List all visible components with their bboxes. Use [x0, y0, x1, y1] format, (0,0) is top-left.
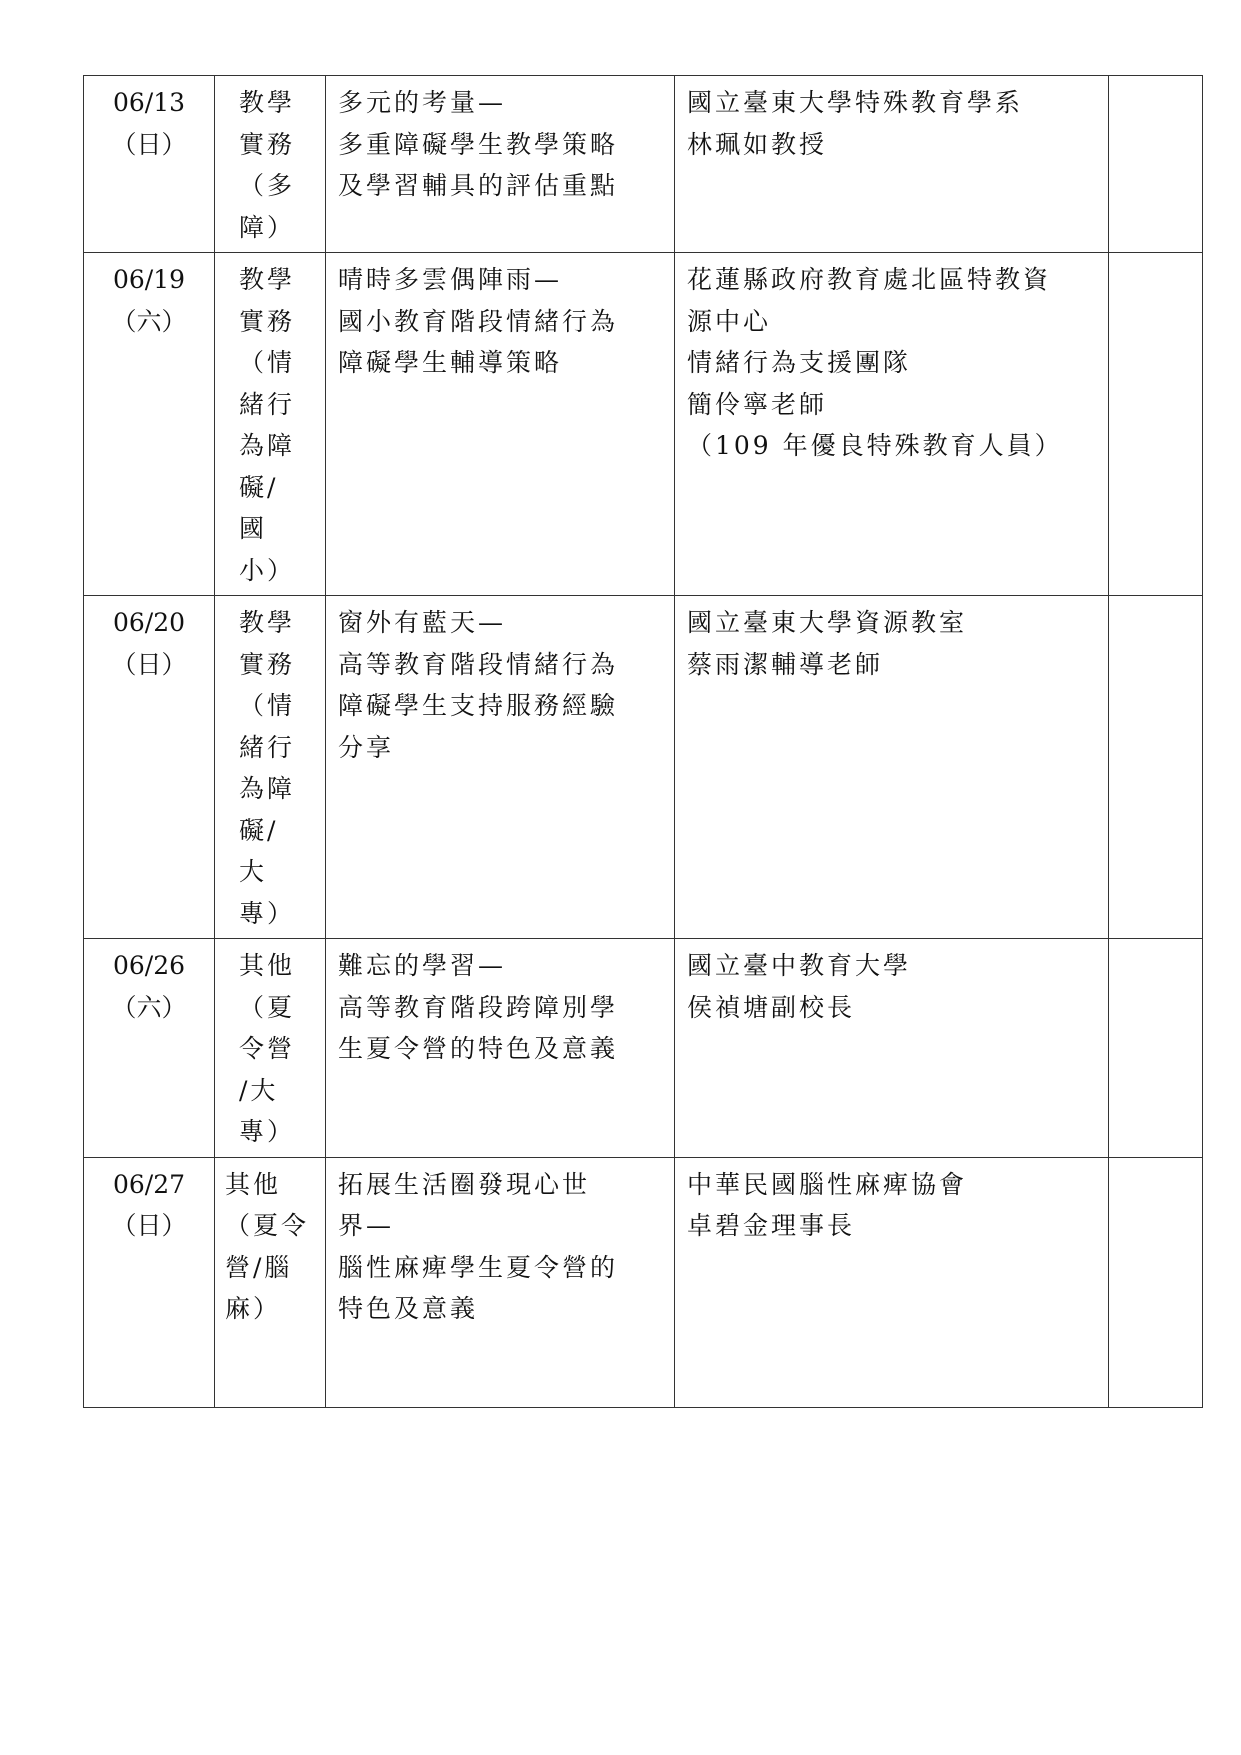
speaker-line: 侯禎塘副校長 [687, 992, 856, 1022]
category-cell [215, 253, 326, 596]
topic-line: 拓展生活圈發現心世 [338, 1169, 591, 1199]
speaker-cell [675, 76, 1109, 253]
category-line: 礙/ [239, 815, 279, 845]
date-cell [84, 596, 215, 939]
category-cell [215, 939, 326, 1158]
speaker-cell [675, 596, 1109, 939]
speaker-cell [675, 1157, 1109, 1407]
category-line: 麻） [225, 1294, 282, 1323]
topic-line: 難忘的學習— [338, 951, 507, 980]
category-cell [215, 596, 326, 939]
speaker-line: 簡伶寧老師 [687, 389, 828, 419]
category-line: 國 [239, 514, 268, 543]
speaker-line: 蔡雨潔輔導老師 [687, 649, 884, 679]
topic-line: 特色及意義 [338, 1294, 479, 1323]
date-cell [84, 1157, 215, 1407]
speaker-line: 國立臺中教育大學 [687, 951, 912, 980]
category-line: 專） [239, 1117, 296, 1146]
category-line: 教學 [239, 265, 296, 294]
topic-cell [326, 253, 675, 596]
category-line: 實務 [239, 649, 296, 679]
category-line: 緒行 [239, 389, 296, 419]
category-line: 大 [239, 857, 268, 886]
table-row [84, 253, 1203, 596]
note-cell [1109, 939, 1203, 1158]
topic-line: 窗外有藍天— [338, 608, 507, 637]
category-line: 教學 [239, 608, 296, 637]
speaker-line: 林珮如教授 [687, 129, 828, 159]
category-line: 其他 [239, 951, 296, 980]
category-line: 實務 [239, 306, 296, 336]
date-text: 06/20 [112, 608, 186, 637]
speaker-cell [675, 939, 1109, 1158]
category-line: 礙/ [239, 472, 279, 502]
topic-line: 分享 [338, 732, 395, 762]
weekday-text: （六） [111, 306, 187, 336]
weekday-text: （日） [111, 649, 187, 679]
topic-line: 多重障礙學生教學策略 [338, 129, 619, 159]
category-line: /大 [239, 1075, 279, 1105]
note-cell [1109, 596, 1203, 939]
speaker-line: 卓碧金理事長 [687, 1211, 856, 1240]
category-line: 令營 [239, 1034, 296, 1063]
category-line: （情 [239, 348, 296, 377]
weekday-text: （日） [111, 129, 187, 159]
date-text: 06/26 [112, 951, 186, 980]
speaker-cell [675, 253, 1109, 596]
date-cell [84, 76, 215, 253]
topic-line: 高等教育階段情緒行為 [338, 649, 619, 679]
speaker-line: 源中心 [687, 306, 772, 336]
table-row [84, 76, 1203, 253]
schedule-table [83, 75, 1203, 1408]
category-line: 緒行 [239, 732, 296, 762]
topic-line: 障礙學生支持服務經驗 [338, 691, 619, 720]
speaker-line: 花蓮縣政府教育處北區特教資 [687, 265, 1052, 294]
category-line: （情 [239, 691, 296, 720]
date-text: 06/13 [112, 88, 186, 117]
date-cell [84, 939, 215, 1158]
category-line: （夏 [239, 992, 296, 1022]
category-line: 小） [239, 555, 296, 585]
category-line: 其他 [225, 1169, 282, 1199]
category-cell [215, 1157, 326, 1407]
topic-line: 及學習輔具的評估重點 [338, 171, 619, 200]
topic-line: 晴時多雲偶陣雨— [338, 265, 563, 294]
note-cell [1109, 1157, 1203, 1407]
category-line: 營/腦 [225, 1252, 293, 1282]
topic-line: 界— [338, 1211, 395, 1240]
topic-line: 高等教育階段跨障別學 [338, 992, 619, 1022]
speaker-line: 國立臺東大學特殊教育學系 [687, 88, 1024, 117]
topic-line: 多元的考量— [338, 88, 507, 117]
table-row [84, 596, 1203, 939]
speaker-line: （109 年優良特殊教育人員） [687, 431, 1063, 460]
note-cell [1109, 76, 1203, 253]
topic-line: 腦性麻痺學生夏令營的 [338, 1252, 619, 1282]
topic-cell [326, 939, 675, 1158]
topic-line: 生夏令營的特色及意義 [338, 1034, 619, 1063]
date-text: 06/19 [112, 265, 186, 294]
category-line: 為障 [239, 431, 296, 460]
table-row [84, 939, 1203, 1158]
topic-line: 障礙學生輔導策略 [338, 348, 563, 377]
category-line: （夏令 [225, 1211, 310, 1240]
category-line: 教學 [239, 88, 296, 117]
weekday-text: （日） [111, 1211, 187, 1240]
topic-cell [326, 76, 675, 253]
topic-line: 國小教育階段情緒行為 [338, 306, 619, 336]
category-line: 專） [239, 898, 296, 928]
date-text: 06/27 [112, 1169, 186, 1199]
table-row [84, 1157, 1203, 1407]
topic-cell [326, 596, 675, 939]
topic-cell [326, 1157, 675, 1407]
speaker-line: 國立臺東大學資源教室 [687, 608, 968, 637]
speaker-line: 中華民國腦性麻痺協會 [687, 1169, 968, 1199]
date-cell [84, 253, 215, 596]
category-cell [215, 76, 326, 253]
category-line: （多 [239, 171, 296, 200]
category-line: 為障 [239, 774, 296, 803]
note-cell [1109, 253, 1203, 596]
speaker-line: 情緒行為支援團隊 [687, 348, 912, 377]
category-line: 障） [239, 212, 296, 242]
weekday-text: （六） [111, 992, 187, 1022]
category-line: 實務 [239, 129, 296, 159]
